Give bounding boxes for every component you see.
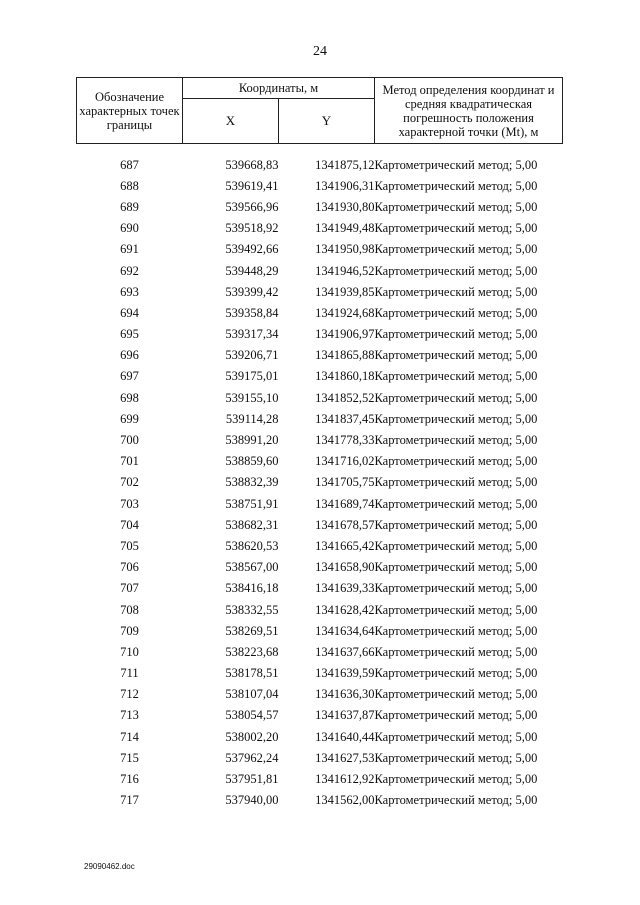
method-cell: Картометрический метод; 5,00	[374, 178, 538, 193]
point-id: 688	[120, 178, 139, 193]
table-row	[77, 429, 563, 450]
point-id: 693	[120, 284, 139, 299]
coord-y: 1341950,98	[315, 242, 375, 257]
method-cell: Картометрический метод; 5,00	[374, 475, 538, 490]
coord-x: 537962,24	[225, 750, 279, 765]
point-id: 713	[120, 708, 139, 723]
coord-x: 539518,92	[225, 221, 279, 236]
coord-x: 538620,53	[225, 538, 279, 553]
method-cell: Картометрический метод; 5,00	[374, 327, 538, 342]
coord-y: 1341612,92	[315, 772, 375, 787]
coord-y: 1341939,85	[315, 284, 375, 299]
coord-x: 538859,60	[225, 454, 279, 469]
table-row	[77, 408, 563, 429]
table-body	[77, 144, 563, 811]
point-id: 699	[120, 411, 139, 426]
coord-x: 539317,34	[225, 327, 279, 342]
coord-x: 538223,68	[225, 644, 279, 659]
method-cell: Картометрический метод; 5,00	[374, 729, 538, 744]
method-cell: Картометрический метод; 5,00	[374, 708, 538, 723]
method-cell: Картометрический метод; 5,00	[374, 348, 538, 363]
coord-x: 539619,41	[225, 178, 279, 193]
coord-y: 1341837,45	[315, 411, 375, 426]
table-row	[77, 260, 563, 281]
point-id: 706	[120, 560, 139, 575]
point-id: 707	[120, 581, 139, 596]
coord-y: 1341636,30	[315, 687, 375, 702]
coord-x: 538991,20	[225, 433, 279, 448]
table-row	[77, 747, 563, 768]
table-row	[77, 790, 563, 811]
point-id: 694	[120, 305, 139, 320]
point-id: 715	[120, 750, 139, 765]
point-id: 695	[120, 327, 139, 342]
coord-y: 1341562,00	[315, 793, 375, 808]
point-id: 714	[120, 729, 139, 744]
coord-y: 1341658,90	[315, 560, 375, 575]
coord-x: 538107,04	[225, 687, 279, 702]
point-id: 700	[120, 433, 139, 448]
point-id: 712	[120, 687, 139, 702]
coord-x: 538332,55	[225, 602, 279, 617]
coord-x: 539668,83	[225, 157, 279, 172]
method-cell: Картометрический метод; 5,00	[374, 750, 538, 765]
table-row	[77, 324, 563, 345]
table-row	[77, 535, 563, 556]
method-cell: Картометрический метод; 5,00	[374, 305, 538, 320]
method-cell: Картометрический метод; 5,00	[374, 369, 538, 384]
method-cell: Картометрический метод; 5,00	[374, 644, 538, 659]
table-row	[77, 726, 563, 747]
point-id: 696	[120, 348, 139, 363]
coord-x: 539566,96	[225, 199, 279, 214]
coord-y: 1341930,80	[315, 199, 375, 214]
coord-x: 539114,28	[225, 411, 279, 426]
point-id: 690	[120, 221, 139, 236]
point-id: 711	[120, 666, 139, 681]
point-id: 687	[120, 157, 139, 172]
method-cell: Картометрический метод; 5,00	[374, 390, 538, 405]
table-row	[77, 218, 563, 239]
method-cell: Картометрический метод; 5,00	[374, 199, 538, 214]
coord-y: 1341639,59	[315, 666, 375, 681]
header-point-designation: Обозначение характерных точек границы	[77, 78, 183, 144]
table-row	[77, 620, 563, 641]
coord-x: 539175,01	[225, 369, 279, 384]
point-id: 691	[120, 242, 139, 257]
coord-y: 1341778,33	[315, 433, 375, 448]
coord-y: 1341865,88	[315, 348, 375, 363]
point-id: 716	[120, 772, 139, 787]
method-cell: Картометрический метод; 5,00	[374, 433, 538, 448]
coord-y: 1341637,87	[315, 708, 375, 723]
coord-x: 538002,20	[225, 729, 279, 744]
table-row	[77, 154, 563, 175]
method-cell: Картометрический метод; 5,00	[374, 454, 538, 469]
method-cell: Картометрический метод; 5,00	[374, 221, 538, 236]
point-id: 704	[120, 517, 139, 532]
method-cell: Картометрический метод; 5,00	[374, 581, 538, 596]
coordinates-table	[76, 77, 563, 811]
point-id: 701	[120, 454, 139, 469]
coord-y: 1341906,97	[315, 327, 375, 342]
coord-y: 1341924,68	[315, 305, 375, 320]
coord-y: 1341875,12	[315, 157, 375, 172]
method-cell: Картометрический метод; 5,00	[374, 242, 538, 257]
method-cell: Картометрический метод; 5,00	[374, 157, 538, 172]
coord-y: 1341946,52	[315, 263, 375, 278]
method-cell: Картометрический метод; 5,00	[374, 623, 538, 638]
header-x: X	[183, 99, 279, 144]
coord-y: 1341634,64	[315, 623, 375, 638]
table-row	[77, 663, 563, 684]
coord-y: 1341949,48	[315, 221, 375, 236]
method-cell: Картометрический метод; 5,00	[374, 284, 538, 299]
table-row	[77, 196, 563, 217]
point-id: 709	[120, 623, 139, 638]
table-row	[77, 705, 563, 726]
point-id: 702	[120, 475, 139, 490]
table-row	[77, 557, 563, 578]
point-id: 692	[120, 263, 139, 278]
coord-x: 538416,18	[225, 581, 279, 596]
coord-y: 1341627,53	[315, 750, 375, 765]
coord-x: 538054,57	[225, 708, 279, 723]
point-id: 697	[120, 369, 139, 384]
table-row	[77, 472, 563, 493]
method-cell: Картометрический метод; 5,00	[374, 517, 538, 532]
coord-x: 538832,39	[225, 475, 279, 490]
point-id: 710	[120, 644, 139, 659]
point-id: 703	[120, 496, 139, 511]
coord-x: 538751,91	[225, 496, 279, 511]
method-cell: Картометрический метод; 5,00	[374, 263, 538, 278]
table-row	[77, 302, 563, 323]
method-cell: Картометрический метод; 5,00	[374, 772, 538, 787]
coord-x: 538178,51	[225, 666, 279, 681]
coord-y: 1341860,18	[315, 369, 375, 384]
coord-x: 539492,66	[225, 242, 279, 257]
coord-y: 1341640,44	[315, 729, 375, 744]
coord-y: 1341852,52	[315, 390, 375, 405]
method-cell: Картометрический метод; 5,00	[374, 687, 538, 702]
method-cell: Картометрический метод; 5,00	[374, 496, 538, 511]
table-row	[77, 514, 563, 535]
table-row	[77, 345, 563, 366]
table-row	[77, 175, 563, 196]
coord-y: 1341665,42	[315, 538, 375, 553]
header-y: Y	[279, 99, 375, 144]
coord-x: 539206,71	[225, 348, 279, 363]
coord-y: 1341906,31	[315, 178, 375, 193]
coord-y: 1341639,33	[315, 581, 375, 596]
coord-y: 1341689,74	[315, 496, 375, 511]
table-row	[77, 599, 563, 620]
table-row	[77, 684, 563, 705]
table-row	[77, 239, 563, 260]
table-row	[77, 387, 563, 408]
coord-x: 539358,84	[225, 305, 279, 320]
coord-x: 539399,42	[225, 284, 279, 299]
point-id: 717	[120, 793, 139, 808]
coord-x: 538567,00	[225, 560, 279, 575]
table-row	[77, 768, 563, 789]
point-id: 698	[120, 390, 139, 405]
table-row	[77, 451, 563, 472]
method-cell: Картометрический метод; 5,00	[374, 411, 538, 426]
point-id: 705	[120, 538, 139, 553]
coord-x: 537951,81	[225, 772, 279, 787]
coord-y: 1341716,02	[315, 454, 375, 469]
page-number: 24	[313, 44, 327, 59]
table-row	[77, 641, 563, 662]
coord-x: 537940,00	[225, 793, 279, 808]
point-id: 708	[120, 602, 139, 617]
method-cell: Картометрический метод; 5,00	[374, 538, 538, 553]
method-cell: Картометрический метод; 5,00	[374, 560, 538, 575]
table-row	[77, 281, 563, 302]
coord-y: 1341705,75	[315, 475, 375, 490]
table-row	[77, 366, 563, 387]
method-cell: Картометрический метод; 5,00	[374, 666, 538, 681]
coord-x: 538269,51	[225, 623, 279, 638]
coord-y: 1341628,42	[315, 602, 375, 617]
table-row	[77, 578, 563, 599]
method-cell: Картометрический метод; 5,00	[374, 602, 538, 617]
header-coordinates: Координаты, м	[183, 78, 375, 99]
table-row	[77, 493, 563, 514]
method-cell: Картометрический метод; 5,00	[374, 793, 538, 808]
header-method: Метод определения координат и средняя квадратическая погрешность положения характерной точки (Mt), м	[375, 78, 563, 144]
footer-filename: 29090462.doc	[84, 862, 135, 871]
coord-y: 1341678,57	[315, 517, 375, 532]
coord-x: 539448,29	[225, 263, 279, 278]
coord-x: 539155,10	[225, 390, 279, 405]
point-id: 689	[120, 199, 139, 214]
coord-x: 538682,31	[225, 517, 279, 532]
coord-y: 1341637,66	[315, 644, 375, 659]
